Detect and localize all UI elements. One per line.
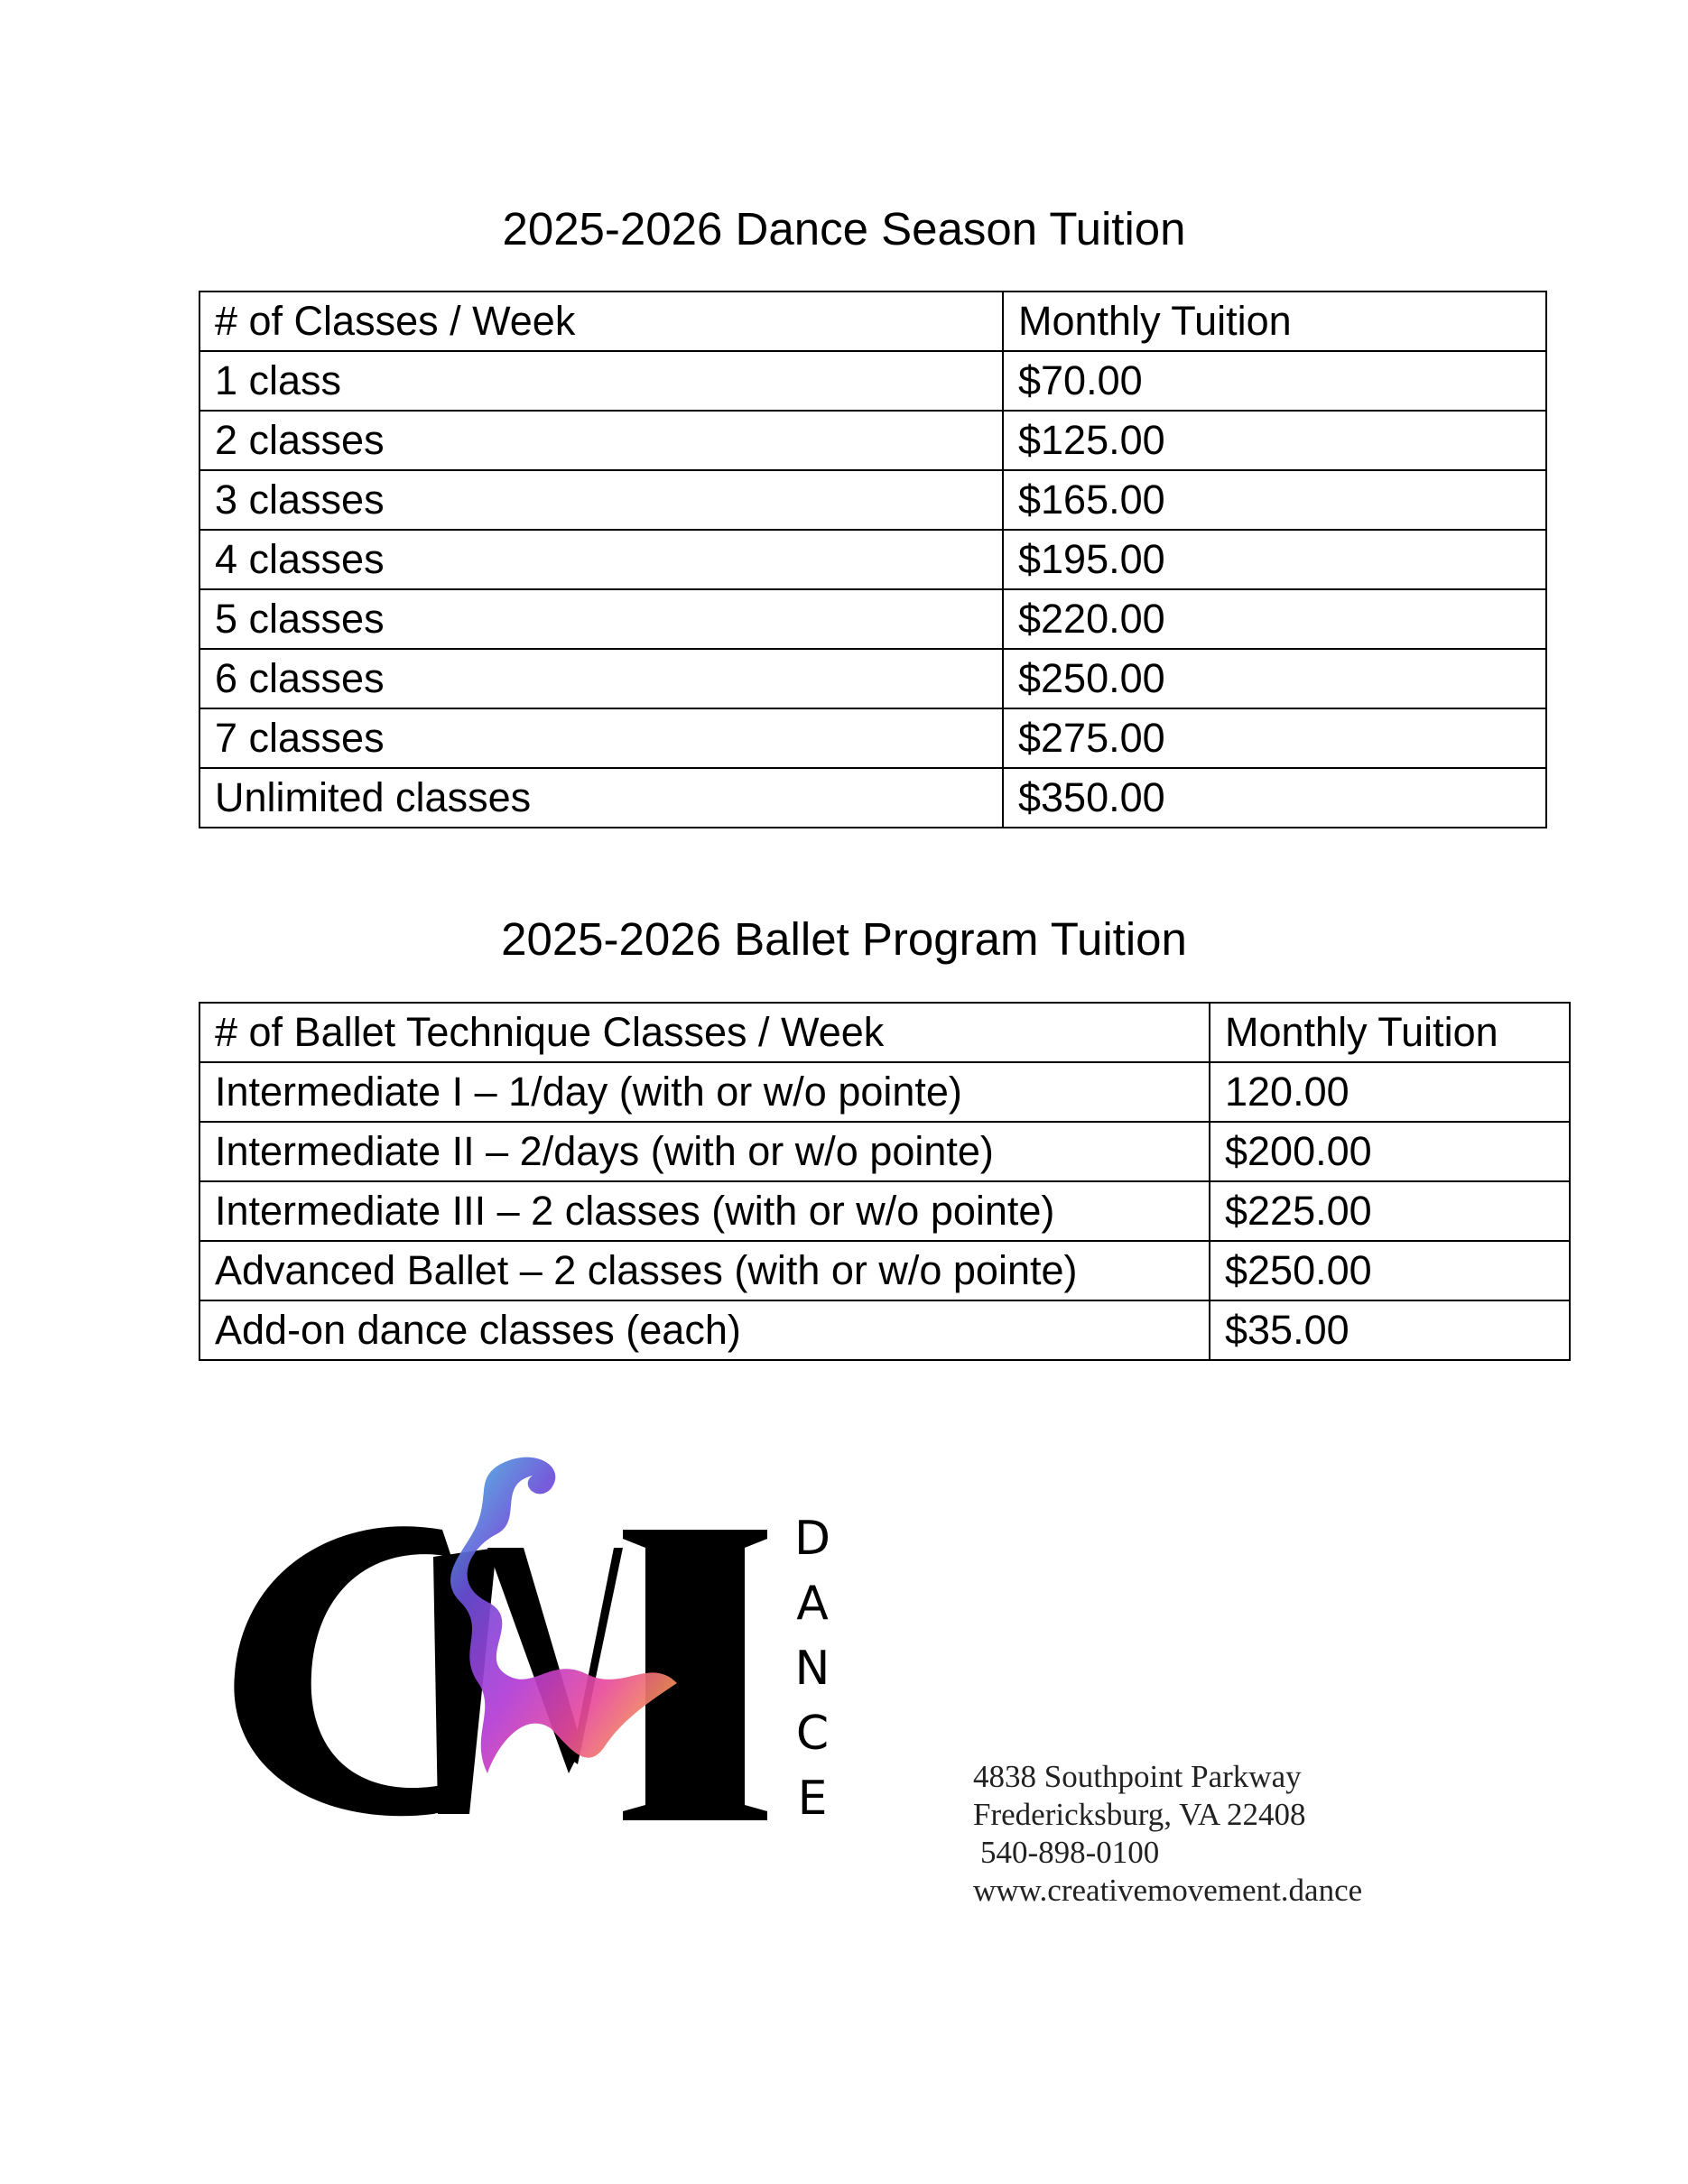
price-cell: $195.00 (1003, 530, 1546, 589)
table-row (199, 1062, 1570, 1122)
table-row (199, 530, 1546, 589)
classes-cell: 1 class (199, 351, 1003, 411)
price-cell: $165.00 (1003, 470, 1546, 530)
dance-letter: C (795, 1707, 830, 1761)
table-row (199, 470, 1546, 530)
price-cell: $220.00 (1003, 589, 1546, 649)
table-row (199, 351, 1546, 411)
price-cell: $250.00 (1003, 649, 1546, 708)
table-row (199, 1181, 1570, 1241)
dance-letter: A (796, 1577, 829, 1631)
level-cell: Intermediate I – 1/day (with or w/o pointe) (199, 1062, 1210, 1122)
level-cell: Add-on dance classes (each) (199, 1300, 1210, 1360)
price-cell: $350.00 (1003, 768, 1546, 828)
classes-cell: 2 classes (199, 411, 1003, 470)
price-cell: 120.00 (1210, 1062, 1570, 1122)
address-street: 4838 Southpoint Parkway (973, 1759, 1302, 1794)
table-header-row (199, 292, 1546, 351)
level-cell: Intermediate II – 2/days (with or w/o pointe) (199, 1122, 1210, 1181)
dance-letter: N (794, 1642, 830, 1696)
ballet-tuition-table (199, 1002, 1571, 1361)
table-row (199, 1122, 1570, 1181)
dance-letter: D (793, 1512, 831, 1566)
table-row (199, 589, 1546, 649)
season-title: 2025-2026 Dance Season Tuition (502, 203, 1186, 254)
classes-cell: 7 classes (199, 708, 1003, 768)
table-header-row (199, 1003, 1570, 1062)
table-row (199, 649, 1546, 708)
header-cell: # of Ballet Technique Classes / Week (199, 1003, 1210, 1062)
classes-cell: 4 classes (199, 530, 1003, 589)
table-row (199, 708, 1546, 768)
price-cell: $250.00 (1210, 1241, 1570, 1300)
price-cell: $70.00 (1003, 351, 1546, 411)
address-phone: 540-898-0100 (980, 1835, 1160, 1870)
ballet-title: 2025-2026 Ballet Program Tuition (501, 913, 1187, 965)
table-row (199, 1300, 1570, 1360)
price-cell: $125.00 (1003, 411, 1546, 470)
table-row (199, 411, 1546, 470)
classes-cell: 6 classes (199, 649, 1003, 708)
price-cell: $225.00 (1210, 1181, 1570, 1241)
table-row (199, 1241, 1570, 1300)
table-row (199, 768, 1546, 828)
classes-cell: Unlimited classes (199, 768, 1003, 828)
level-cell: Advanced Ballet – 2 classes (with or w/o pointe) (199, 1241, 1210, 1300)
classes-cell: 5 classes (199, 589, 1003, 649)
cm-monogram-icon (226, 1448, 876, 1828)
address-city: Fredericksburg, VA 22408 (973, 1797, 1306, 1832)
header-cell: Monthly Tuition (1003, 292, 1546, 351)
level-cell: Intermediate III – 2 classes (with or w/o pointe) (199, 1181, 1210, 1241)
price-cell: $35.00 (1210, 1300, 1570, 1360)
classes-cell: 3 classes (199, 470, 1003, 530)
header-cell: # of Classes / Week (199, 292, 1003, 351)
studio-address (973, 1758, 1362, 1910)
address-website: www.creativemovement.dance (973, 1873, 1363, 1908)
price-cell: $275.00 (1003, 708, 1546, 768)
dance-letter: E (797, 1772, 828, 1826)
header-cell: Monthly Tuition (1210, 1003, 1570, 1062)
season-tuition-table (199, 291, 1547, 828)
cm-dance-logo (226, 1448, 876, 1828)
price-cell: $200.00 (1210, 1122, 1570, 1181)
